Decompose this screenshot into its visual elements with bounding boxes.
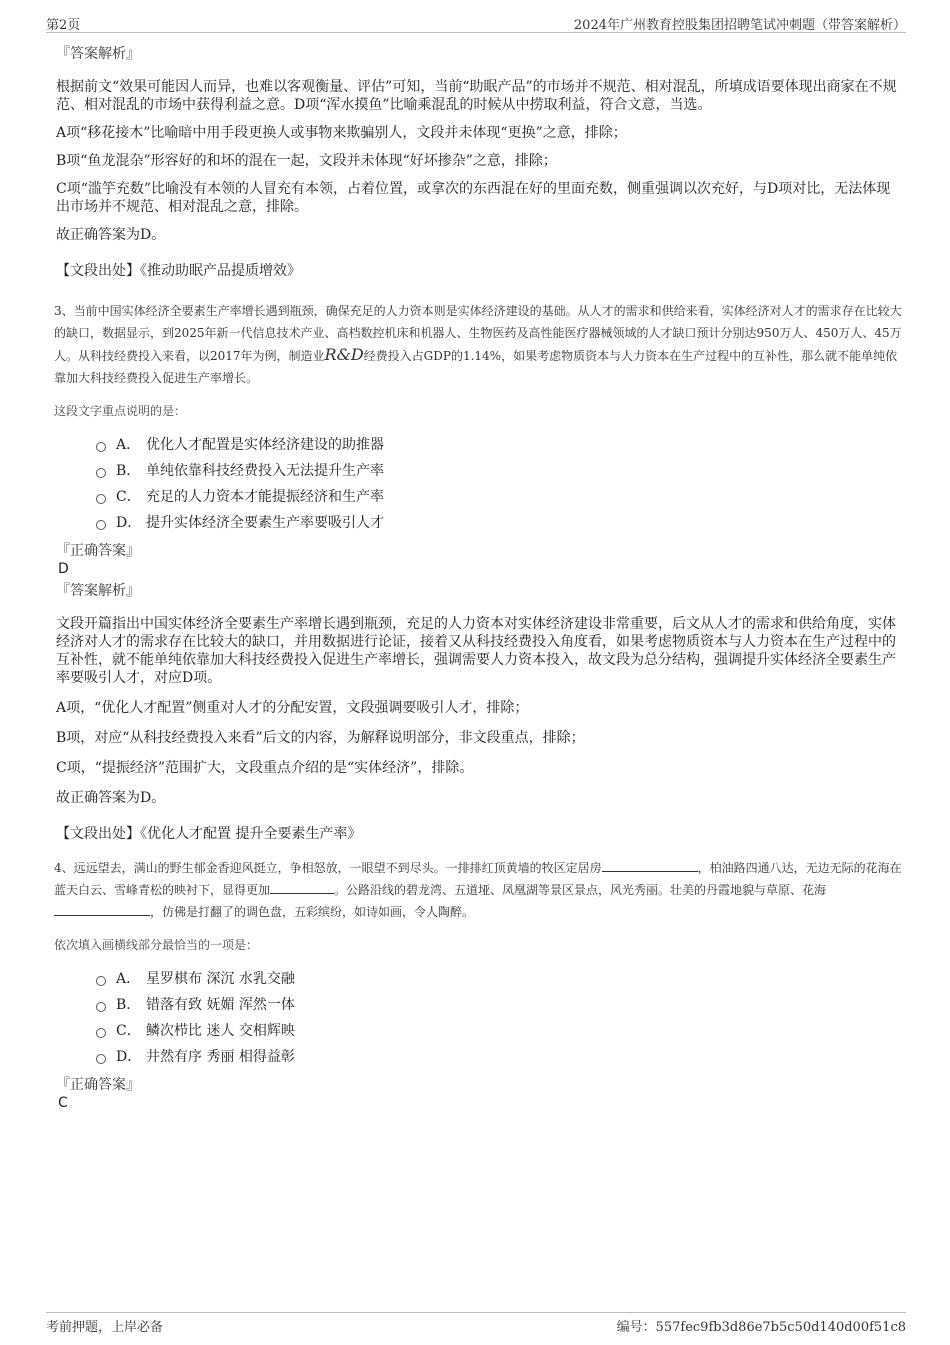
question-3-stem — [54, 300, 904, 389]
analysis-paragraph: C项，“提振经济”范围扩大，文段重点介绍的是“实体经济”，排除。 — [56, 760, 474, 776]
footer-slogan: 考前押题，上岸必备 — [46, 1320, 164, 1335]
option-text: 充足的人力资本才能提振经济和生产率 — [146, 489, 384, 505]
question-4-stem — [54, 857, 904, 923]
option-b[interactable] — [96, 991, 904, 1017]
stem-text: 经费投入占GDP的1.14%，如果考虑物质资本与人力资本在生产过程中的互补性，那么就不能单纯依靠加大科技经费投入促进生产率增长。 — [54, 349, 898, 385]
option-letter: D． — [116, 1049, 142, 1065]
option-text: 星罗棋布 深沉 水乳交融 — [146, 971, 295, 987]
option-text: 鳞次栉比 迷人 交相辉映 — [146, 1023, 295, 1039]
text-source: 【文段出处】《推动助眠产品提质增效》 — [56, 263, 301, 279]
analysis-label: 『答案解析』 — [56, 583, 140, 599]
option-text: 井然有序 秀丽 相得益彰 — [146, 1049, 295, 1065]
analysis-paragraph: A项“移花接木”比喻暗中用手段更换人或事物来欺骗别人，文段并未体现“更换”之意，排除； — [56, 125, 627, 141]
document-body — [56, 44, 904, 1115]
fill-blank-3[interactable] — [54, 903, 150, 916]
option-c[interactable] — [96, 1017, 904, 1043]
document-title: 2024年广州教育控股集团招聘笔试冲刺题（带答案解析） — [573, 18, 906, 33]
analysis-paragraph: 根据前文“效果可能因人而异，也难以客观衡量、评估”可知，当前“助眠产品”的市场并不规范、相对混乱，所填成语要体现出商家在不规范、相对混乱的市场中获得利益之意。D项“浑水摸鱼”比喻乘混乱的时候从中捞取利益，符合文意，当选。 — [56, 79, 897, 113]
stem-text: ，柏油路四通八达，无边无际的花海在蓝天白云、雪峰青松的映衬下，显得更加 — [54, 861, 902, 897]
option-text: 提升实体经济全要素生产率要吸引人才 — [146, 515, 384, 531]
fill-blank-2[interactable] — [270, 881, 334, 894]
analysis-paragraph: B项“鱼龙混杂”形容好的和坏的混在一起，文段并未体现“好坏掺杂”之意，排除； — [56, 153, 557, 169]
analysis-paragraph: A项，“优化人才配置”侧重对人才的分配安置，文段强调要吸引人才，排除； — [56, 700, 529, 716]
radio-icon[interactable] — [96, 442, 106, 452]
radio-icon[interactable] — [96, 468, 106, 478]
correct-answer: D — [58, 561, 69, 577]
radio-icon[interactable] — [96, 976, 106, 986]
option-letter: B． — [116, 997, 141, 1013]
radio-icon[interactable] — [96, 1054, 106, 1064]
question-3-prompt: 这段文字重点说明的是： — [54, 404, 187, 418]
radio-icon[interactable] — [96, 1002, 106, 1012]
analysis-label: 『答案解析』 — [56, 46, 140, 62]
analysis-paragraph: 故正确答案为D。 — [56, 227, 166, 243]
analysis-paragraph: 故正确答案为D。 — [56, 790, 166, 806]
answer-label: 『正确答案』 — [56, 1077, 140, 1093]
analysis-paragraph: 文段开篇指出中国实体经济全要素生产率增长遇到瓶颈，充足的人力资本对实体经济建设非常重要，后文从人才的需求和供给角度，实体经济对人才的需求存在比较大的缺口，并用数据进行论证，接着又从科技经费投入角度看，如果考虑物质资本与人力资本在生产过程中的互补性，就不能单纯依靠加大科技经费投入促进生产率增长，强调需要人力资本投入，故文段为总分结构，强调提升实体经济全要素生产率要吸引人才，对应D项。 — [56, 616, 896, 686]
option-a[interactable] — [96, 965, 904, 991]
analysis-paragraph: B项，对应“从科技经费投入来看”后文的内容，为解释说明部分，非文段重点，排除； — [56, 730, 585, 746]
answer-label: 『正确答案』 — [56, 543, 140, 559]
option-a[interactable] — [96, 431, 904, 457]
option-letter: A． — [116, 437, 141, 453]
radio-icon[interactable] — [96, 520, 106, 530]
question-4 — [56, 857, 904, 1111]
question-4-prompt: 依次填入画横线部分最恰当的一项是： — [54, 938, 259, 952]
option-letter: D． — [116, 515, 142, 531]
fill-blank-1[interactable] — [602, 859, 698, 872]
radio-icon[interactable] — [96, 1028, 106, 1038]
correct-answer: C — [58, 1095, 68, 1111]
stem-text: 。公路沿线的碧龙湾、五道垭、凤凰湖等景区景点，风光秀丽。壮美的丹霞地貌与草原、花海 — [334, 883, 827, 897]
option-text: 优化人才配置是实体经济建设的助推器 — [146, 437, 384, 453]
option-b[interactable] — [96, 457, 904, 483]
question-3 — [56, 300, 904, 843]
option-text: 单纯依靠科技经费投入无法提升生产率 — [146, 463, 384, 479]
analysis-paragraph: C项“滥竽充数”比喻没有本领的人冒充有本领，占着位置，或拿次的东西混在好的里面充数，侧重强调以次充好，与D项对比，无法体现出市场并不规范、相对混乱之意，排除。 — [56, 181, 891, 215]
question-3-options — [96, 431, 904, 535]
stem-text: 3、当前中国实体经济全要素生产率增长遇到瓶颈，确保充足的人力资本则是实体经济建设的基础。从人才的需求和供给来看，实体经济对人才的需求存在比较大的缺口，数据显示，到2025年新一代信息技术产业、高档数控机床和机器人、生物医药及高性能医疗器械领域的人才缺口预计分别达950万人、450万人、45万人。从科技经费投入来看，以2017年为例，制造业 — [54, 304, 902, 363]
option-letter: A． — [116, 971, 141, 987]
option-d[interactable] — [96, 1043, 904, 1069]
option-letter: B． — [116, 463, 141, 479]
option-d[interactable] — [96, 509, 904, 535]
document-code: 编号：557fec9fb3d86e7b5c50d140d00f51c8 — [616, 1320, 906, 1335]
option-text: 错落有致 妩媚 浑然一体 — [146, 997, 295, 1013]
radio-icon[interactable] — [96, 494, 106, 504]
option-letter: C． — [116, 489, 141, 505]
option-c[interactable] — [96, 483, 904, 509]
question-4-options — [96, 965, 904, 1069]
page-number: 第2页 — [46, 18, 81, 33]
page-header — [46, 14, 906, 33]
q2-analysis — [56, 44, 904, 280]
page-footer — [46, 1312, 906, 1336]
stem-text: 4、远远望去，满山的野生郁金香迎风挺立，争相怒放，一眼望不到尽头。一排排红顶黄墙的牧区定居房 — [54, 861, 602, 875]
stem-text: ，仿佛是打翻了的调色盘，五彩缤纷，如诗如画，令人陶醉。 — [150, 905, 475, 919]
text-source: 【文段出处】《优化人才配置 提升全要素生产率》 — [56, 826, 362, 842]
rd-formula: R&D — [324, 345, 364, 364]
option-letter: C． — [116, 1023, 141, 1039]
